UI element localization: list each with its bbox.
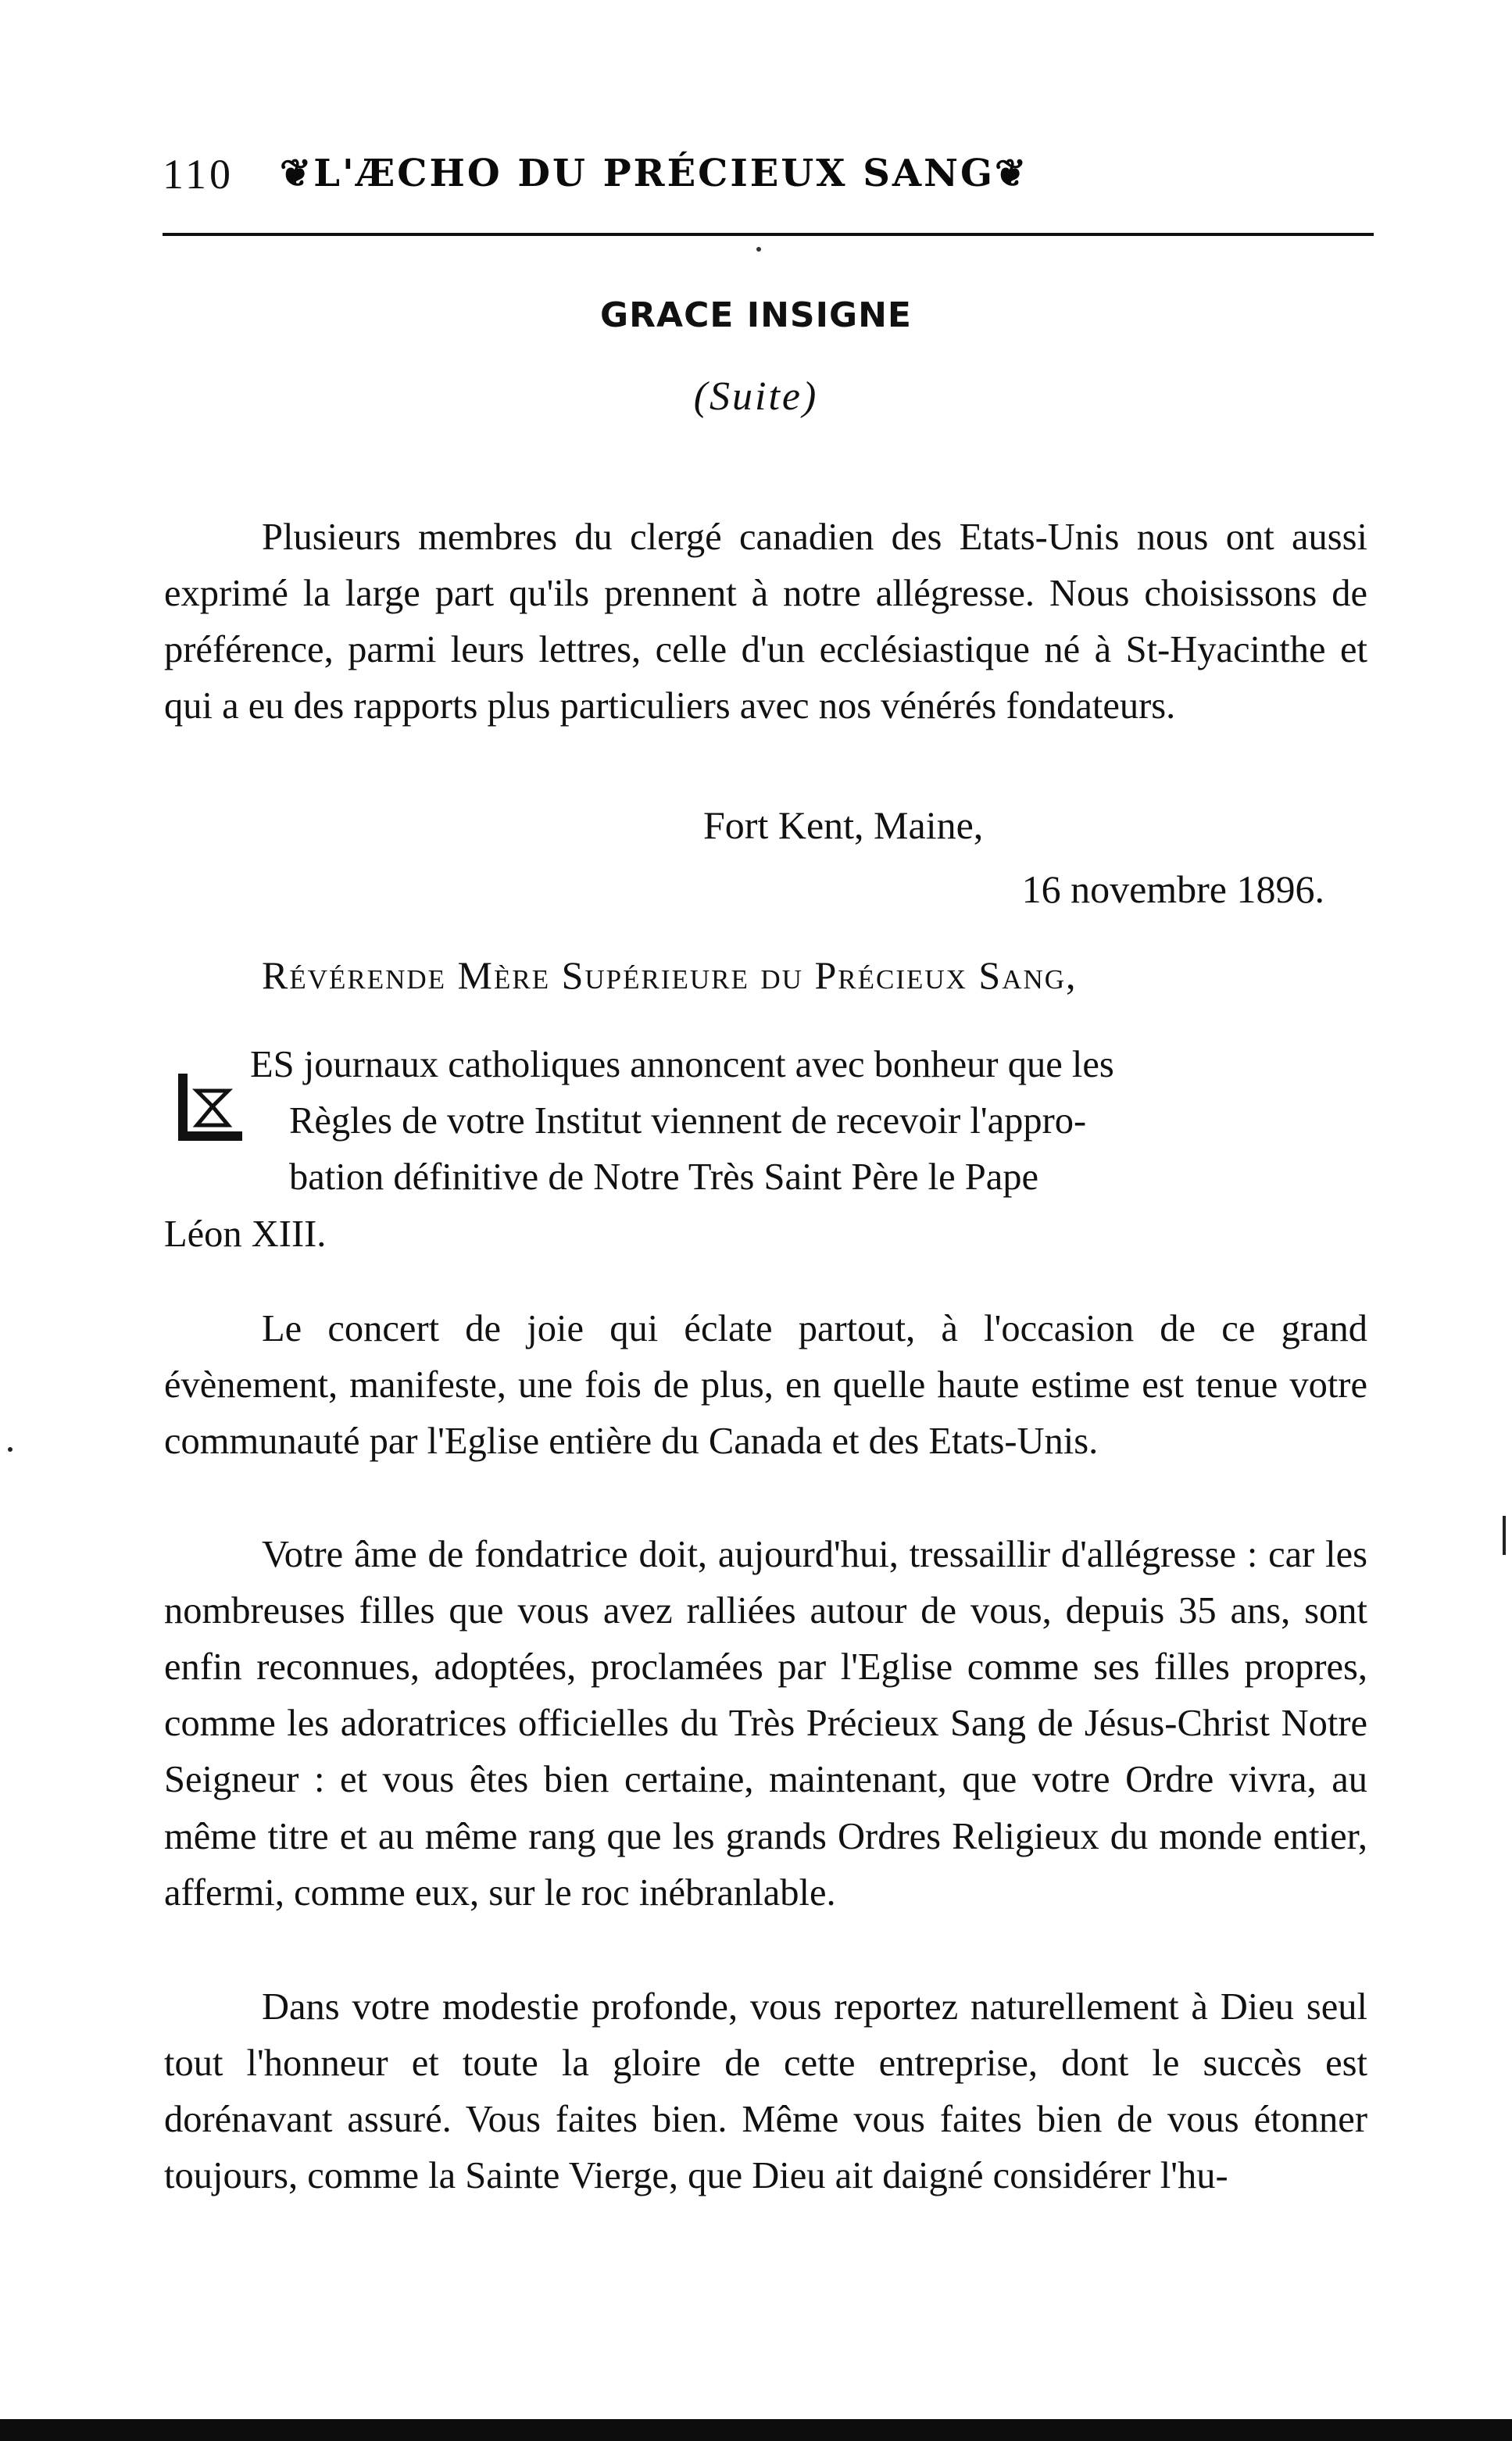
letter-salutation: Révérende Mère Supérieure du Précieux Sang, [262, 953, 1078, 997]
margin-speck [8, 1447, 13, 1452]
page-number: 110 [163, 151, 234, 198]
letter-paragraph-4: Dans votre modestie profonde, vous reportez naturellement à Dieu seul tout l'honneur et toute la gloire de cette entreprise, dont le succès est dorénavant assuré. Vous faites bien. Même vous faites bien de vous étonner toujours, comme la Sainte Vierge, que Dieu ait daigné considérer l'hu- [164, 1985, 1367, 2197]
scan-bottom-edge [0, 2419, 1512, 2441]
running-header [163, 147, 1374, 202]
article-subtitle: (Suite) [693, 374, 819, 419]
letter-first-paragraph [164, 1037, 1367, 1263]
margin-mark [1503, 1516, 1506, 1555]
header-rule [163, 233, 1374, 236]
letter-line-1: ES journaux catholiques annoncent avec bonheur que les [250, 1044, 1114, 1085]
letter-line-3: bation définitive de Notre Très Saint Père le Pape [289, 1156, 1039, 1199]
letter-paragraph-3: Votre âme de fondatrice doit, aujourd'hui, tressaillir d'allégresse : car les nombreuses filles que vous avez ralliées autour de vous, depuis 35 ans, sont enfin reconnues, adoptées, proclamées par l'Eglise comme ses filles propres, comme les adoratrices officielles du Très Précieux Sang de Jésus-Christ Notre Seigneur : et vous êtes bien certaine, maintenant, que votre Ordre vivra, au même titre et au même rang que les grands Ordres Religieux du monde entier, affermi, comme eux, sur le roc inébranlable. [164, 1533, 1367, 1914]
letter-place: Fort Kent, Maine, [703, 803, 984, 847]
letter-paragraph-2: Le concert de joie qui éclate partout, à l'occasion de ce grand évènement, manifeste, une fois de plus, en quelle haute estime est tenue votre communauté par l'Eglise entière du Canada et des Etats-Unis. [164, 1307, 1367, 1462]
letter-line-2: Règles de votre Institut viennent de recevoir l'appro- [289, 1100, 1087, 1142]
intro-paragraph: Plusieurs membres du clergé canadien des Etats-Unis nous ont aussi exprimé la large part qu'ils prennent à notre allégresse. Nous choisissons de préférence, parmi leurs lettres, celle d'un ecclésiastique né à St-Hyacinthe et qui a eu des rapports plus particuliers avec nos vénérés fondateurs. [164, 516, 1367, 727]
running-title: ❦L'ÆCHO DU PRÉCIEUX SANG❦ [280, 152, 1029, 195]
letter-date: 16 novembre 1896. [1021, 867, 1324, 911]
article-title: GRACE INSIGNE [600, 295, 912, 335]
print-speck [756, 247, 761, 252]
letter-line-4: Léon XIII. [164, 1213, 327, 1255]
